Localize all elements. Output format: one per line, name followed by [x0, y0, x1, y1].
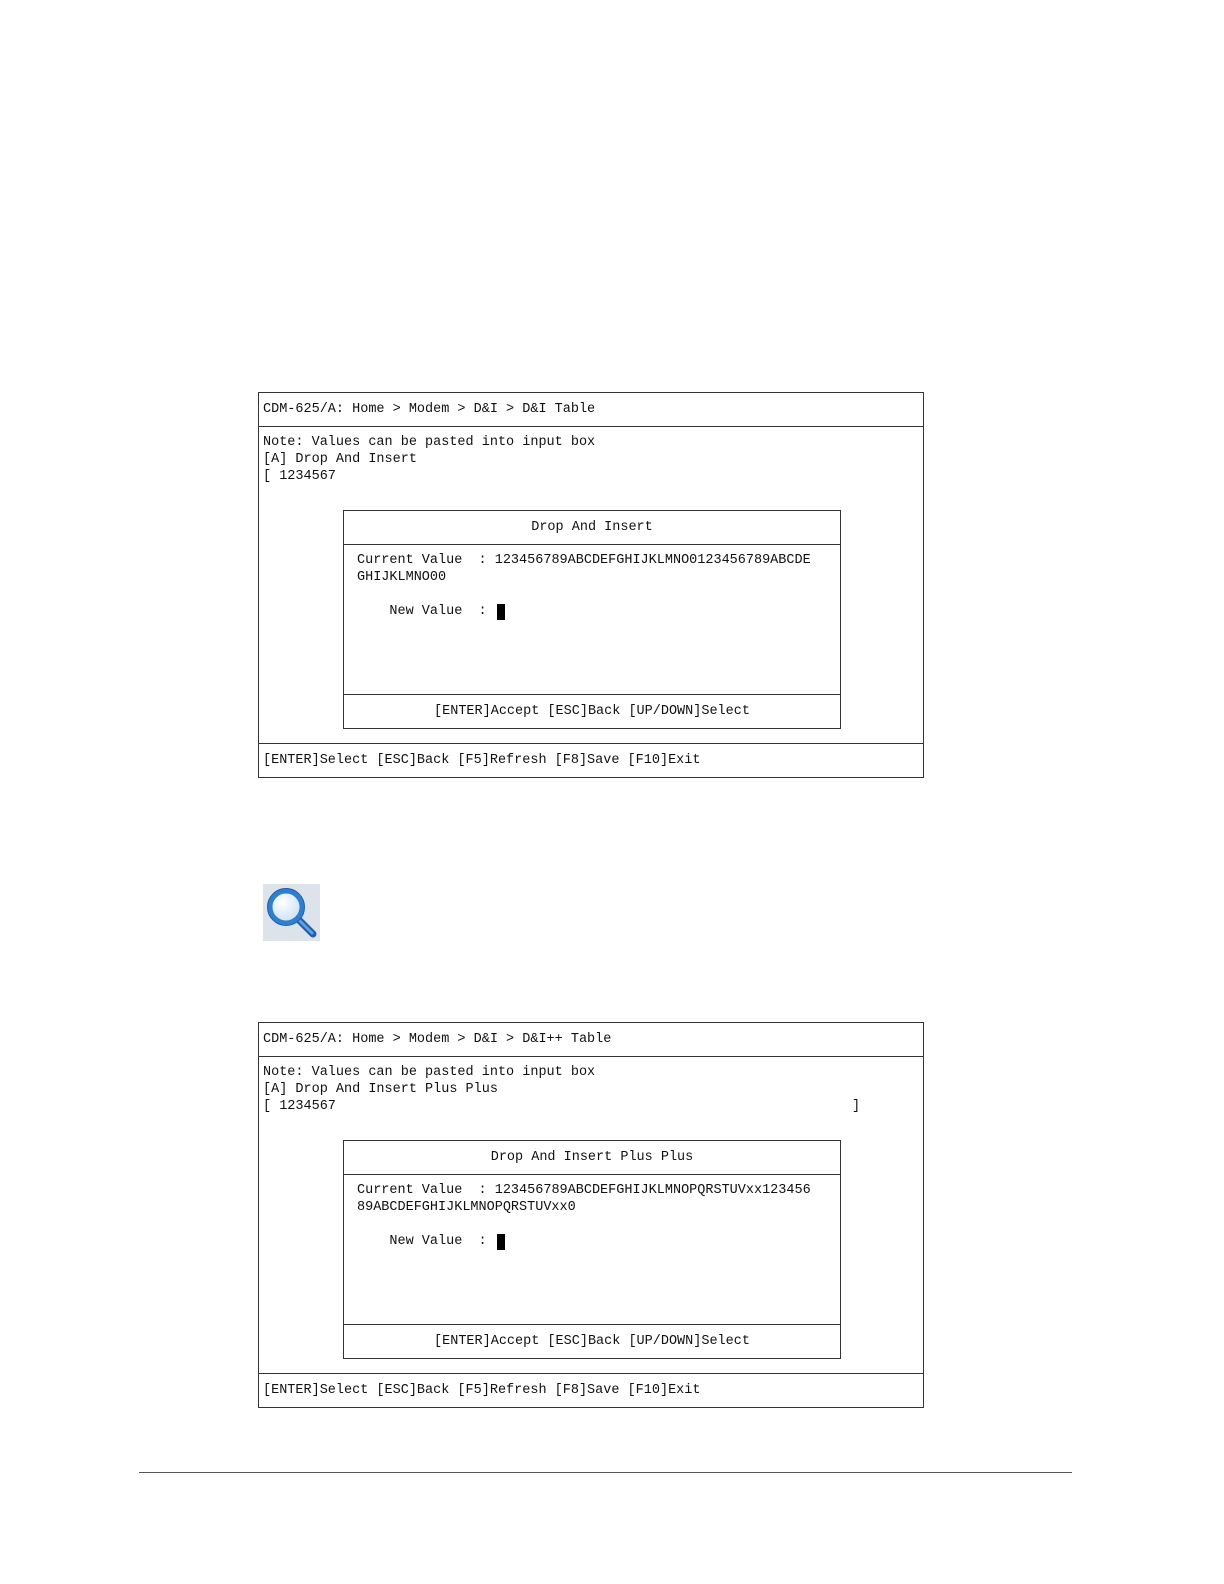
terminal-body: [259, 1057, 923, 1375]
value-preview: [ 1234567: [263, 469, 336, 484]
current-value-row: [357, 1182, 840, 1199]
menu-item-drop-and-insert-plus-plus[interactable]: [A] Drop And Insert Plus Plus: [263, 1082, 498, 1097]
value-preview: [ 1234567: [263, 1099, 336, 1114]
note-text: Note: Values can be pasted into input box: [263, 1065, 596, 1080]
text-cursor: [497, 1234, 505, 1250]
current-value-text: 123456789ABCDEFGHIJKLMNO0123456789ABCDE: [494, 553, 811, 568]
current-value-row: [357, 552, 840, 569]
breadcrumb: CDM-625/A: Home > Modem > D&I > D&I Table: [259, 393, 923, 427]
drop-and-insert-plus-plus-dialog: [343, 1140, 841, 1359]
current-value-continuation: GHIJKLMNO00: [357, 570, 447, 585]
note-text: Note: Values can be pasted into input box: [263, 435, 596, 450]
menu-item-drop-and-insert[interactable]: [A] Drop And Insert: [263, 452, 417, 467]
dialog-key-hints: [ENTER]Accept [ESC]Back [UP/DOWN]Select: [344, 1324, 840, 1358]
new-value-row: [357, 603, 840, 620]
dialog-key-hints: [ENTER]Accept [ESC]Back [UP/DOWN]Select: [344, 694, 840, 728]
new-value-row: [357, 1233, 840, 1250]
drop-and-insert-dialog: [343, 510, 841, 729]
dialog-body: [344, 545, 840, 695]
value-preview-close: ]: [852, 1099, 861, 1114]
new-value-label: New Value :: [357, 604, 495, 619]
dialog-title: Drop And Insert: [344, 511, 840, 545]
magnifier-icon: [263, 884, 320, 941]
breadcrumb: CDM-625/A: Home > Modem > D&I > D&I++ Table: [259, 1023, 923, 1057]
terminal-screen-di-table: [258, 392, 924, 778]
terminal-body: [259, 427, 923, 745]
text-cursor: [497, 604, 505, 620]
new-value-label: New Value :: [357, 1234, 495, 1249]
current-value-text: 123456789ABCDEFGHIJKLMNOPQRSTUVxx123456: [494, 1183, 811, 1198]
terminal-screen-di-plus-plus-table: [258, 1022, 924, 1408]
key-hints-footer: [ENTER]Select [ESC]Back [F5]Refresh [F8]Save [F10]Exit: [259, 743, 923, 777]
current-value-label: Current Value :: [357, 553, 495, 568]
current-value-continuation: 89ABCDEFGHIJKLMNOPQRSTUVxx0: [357, 1200, 576, 1215]
dialog-title: Drop And Insert Plus Plus: [344, 1141, 840, 1175]
page-footer-rule: [139, 1472, 1072, 1473]
current-value-label: Current Value :: [357, 1183, 495, 1198]
key-hints-footer: [ENTER]Select [ESC]Back [F5]Refresh [F8]Save [F10]Exit: [259, 1373, 923, 1407]
dialog-body: [344, 1175, 840, 1325]
